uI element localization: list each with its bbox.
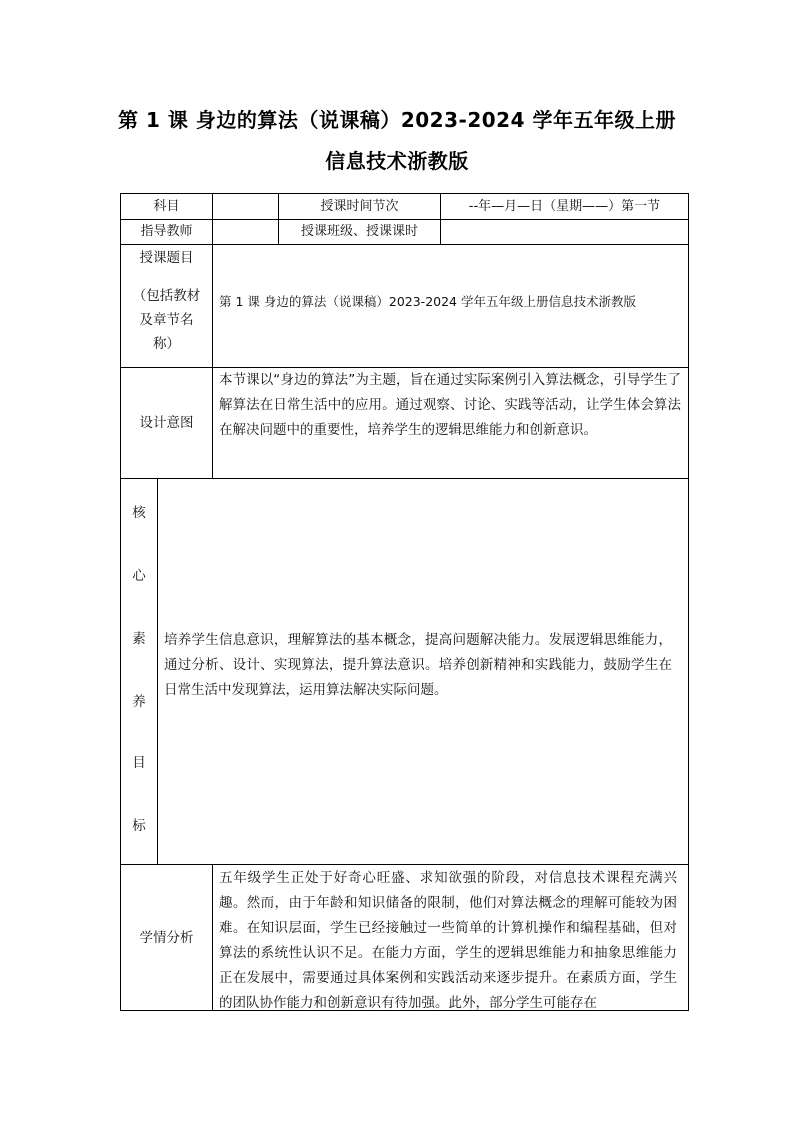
core-literacy-label-char: 目 xyxy=(132,755,146,771)
topic-label-line: 称） xyxy=(153,336,180,352)
topic-label xyxy=(121,245,212,367)
topic-value: 第 1 课 身边的算法（说课稿）2023-2024 学年五年级上册信息技术浙教版 xyxy=(219,294,636,309)
document-title-line-2: 信息技术浙教版 xyxy=(325,149,469,173)
core-literacy-label-char: 标 xyxy=(132,818,146,834)
table-border-right xyxy=(688,193,689,1011)
lesson-time-value: --年—月—日（星期——）第一节 xyxy=(468,198,661,214)
table-column-divider xyxy=(157,478,158,865)
core-literacy-label-char: 养 xyxy=(132,694,146,710)
design-intent-text: 本节课以“身边的算法”为主题，旨在通过实际案例引入算法概念，引导学生了解算法在日常生活中的应用。通过观察、讨论、实践等活动，让学生体会算法在解决问题中的重要性，培养学生的逻辑思维能力和创新意识。 xyxy=(219,372,681,438)
table-border-bottom xyxy=(120,1010,689,1011)
topic-label-line: 及章节名 xyxy=(139,312,194,328)
core-literacy-label-char: 核 xyxy=(132,505,146,521)
class-period-label: 授课班级、授课课时 xyxy=(300,224,418,239)
subject-value xyxy=(213,194,278,219)
topic-label-line: （包括教材 xyxy=(132,288,201,304)
teacher-label: 指导教师 xyxy=(140,224,193,239)
student-analysis-text: 五年级学生正处于好奇心旺盛、求知欲强的阶段，对信息技术课程充满兴趣。然而，由于年龄和知识储备的限制，他们对算法概念的理解可能较为困难。在知识层面，学生已经接触过一些简单的计算机操作和编程基础，但对算法的系统性认识不足。在能力方面，学生的逻辑思维能力和抽象思维能力正在发展中，需要通过具体案例和实践活动来逐步提升。在素质方面，学生的团队协作能力和创新意识有待加强。此外，部分学生可能存在 xyxy=(219,870,677,1010)
core-literacy-label-char: 素 xyxy=(132,631,146,647)
document-title-line-1: 第 1 课 身边的算法（说课稿）2023-2024 学年五年级上册 xyxy=(118,108,676,132)
table-row-divider xyxy=(120,478,689,479)
design-intent-label: 设计意图 xyxy=(139,415,194,431)
topic-label-line: 授课题目 xyxy=(139,250,194,266)
lesson-time-label: 授课时间节次 xyxy=(320,198,399,214)
student-analysis-cell xyxy=(213,865,688,1010)
student-analysis-label: 学情分析 xyxy=(139,929,194,946)
core-literacy-label-char: 心 xyxy=(132,568,146,584)
core-literacy-text: 培养学生信息意识，理解算法的基本概念，提高问题解决能力。发展逻辑思维能力，通过分析、设计、实现算法，提升算法意识。培养创新精神和实践能力，鼓励学生在日常生活中发现算法，运用算法解决实际问题。 xyxy=(164,632,672,698)
teacher-value xyxy=(213,220,278,244)
class-period-value xyxy=(441,220,688,244)
subject-label: 科目 xyxy=(153,198,180,214)
